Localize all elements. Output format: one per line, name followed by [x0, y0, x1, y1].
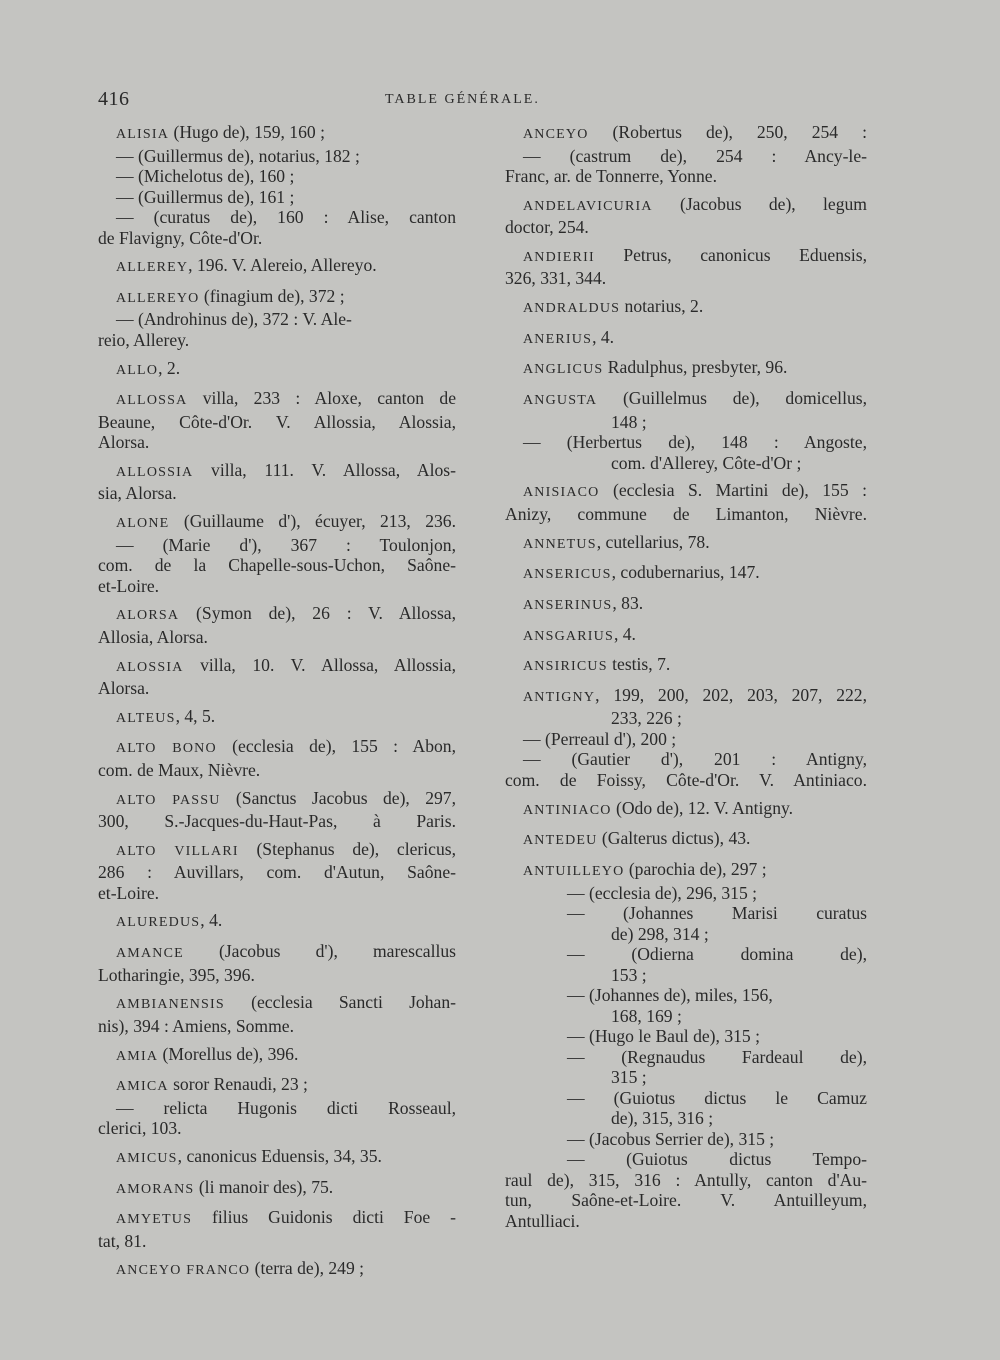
index-line: Franc, ar. de Tonnerre, Yonne.: [505, 166, 717, 186]
index-entry: [505, 624, 867, 648]
index-line: Alorsa.: [98, 432, 150, 453]
index-line: ANSERICUS, codubernarius, 147.: [523, 562, 760, 583]
index-headword: ALISIA: [116, 127, 170, 142]
index-entry: [98, 1177, 456, 1201]
index-line: ALONE (Guillaume d'), écuyer, 213, 236.: [116, 511, 456, 532]
index-line: ANDRALDUS notarius, 2.: [523, 296, 704, 317]
index-entry: [505, 562, 867, 586]
index-entry: [505, 296, 867, 320]
index-line: — (Herbertus de), 148 : Angoste,: [523, 432, 867, 453]
index-line: — (castrum de), 254 : Ancy-le-: [523, 145, 867, 166]
index-entry: [98, 358, 456, 382]
index-line: clerici, 103.: [98, 1118, 182, 1139]
index-line: com. de la Chapelle-sous-Uchon, Saône-: [98, 555, 456, 576]
index-line: doctor, 254.: [505, 217, 589, 238]
index-entry: [505, 245, 867, 289]
index-headword: ANTEDEU: [523, 833, 598, 849]
index-entry: [98, 839, 456, 904]
index-line: ANDELAVICURIA (Jacobus de), legum: [523, 193, 867, 214]
index-line: ANTINIACO (Odo de), 12. V. Antigny.: [523, 797, 794, 818]
index-line: ALLOSSA villa, 233 : Aloxe, canton de: [116, 388, 456, 409]
index-line: AMICUS, canonicus Eduensis, 34, 35.: [116, 1145, 382, 1166]
index-entry: [505, 593, 867, 617]
index-headword: ANGLICUS: [523, 362, 604, 378]
index-line: ANSERINUS, 83.: [523, 592, 644, 613]
index-headword: ANDRALDUS: [523, 301, 621, 317]
index-headword: ANDELAVICURIA: [523, 198, 653, 214]
index-headword: AMYETUS: [116, 1212, 193, 1228]
index-line: AMYETUS filius Guidonis dicti Foe -: [116, 1207, 456, 1228]
index-entry: [98, 1146, 456, 1170]
index-headword: ANSERINUS: [523, 597, 613, 613]
index-line: ALLEREYO (finagium de), 372 ;: [116, 285, 345, 306]
index-headword: ALTO BONO: [116, 741, 217, 757]
index-entry: [98, 788, 456, 832]
index-entry: [98, 910, 456, 934]
index-line: — (Guillermus de), 161 ;: [116, 186, 295, 207]
index-line: — (Androhinus de), 372 : V. Ale-: [116, 309, 352, 330]
index-line: et-Loire.: [98, 882, 160, 903]
index-headword: ALLEREY: [116, 260, 189, 276]
running-title: TABLE GÉNÉRALE.: [385, 92, 540, 107]
index-line: 168, 169 ;: [611, 1005, 682, 1026]
index-line: ALISIA (Hugo de), 159, 160 ;: [116, 122, 325, 142]
index-headword: ANCEYO: [523, 127, 589, 142]
index-line: nis), 394 : Amiens, Somme.: [98, 1015, 294, 1036]
index-line: — (Guiotus dictus Tempo-: [567, 1149, 867, 1169]
index-line: ANTUILLEYO (parochia de), 297 ;: [523, 859, 767, 879]
index-line: 326, 331, 344.: [505, 268, 607, 289]
index-entry: [98, 511, 456, 596]
index-line: 286 : Auvillars, com. d'Autun, Saône-: [98, 862, 456, 883]
index-headword: ALTEUS: [116, 710, 176, 726]
index-line: reio, Allerey.: [98, 329, 190, 350]
index-line: de), 315, 316 ;: [611, 1108, 714, 1128]
index-line: — (Jacobus Serrier de), 315 ;: [567, 1128, 775, 1149]
index-headword: ANTUILLEYO: [523, 864, 625, 879]
index-line: ALTO BONO (ecclesia de), 155 : Abon,: [116, 736, 456, 757]
index-line: ANTEDEU (Galterus dictus), 43.: [523, 828, 751, 849]
index-line: — (Odierna domina de),: [567, 944, 867, 964]
index-headword: AMBIANENSIS: [116, 997, 225, 1013]
index-headword: ALUREDUS: [116, 915, 201, 931]
index-line: tun, Saône-et-Loire. V. Antuilleyum,: [505, 1190, 867, 1210]
index-headword: ANGUSTA: [523, 393, 598, 409]
index-entry: [98, 736, 456, 780]
index-headword: ANSGARIUS: [523, 628, 614, 644]
index-entry: [505, 798, 867, 822]
index-headword: ANSERICUS: [523, 567, 612, 583]
index-line: Alorsa.: [98, 678, 150, 698]
index-entry: [505, 685, 867, 791]
index-line: AMORANS (li manoir des), 75.: [116, 1176, 334, 1197]
index-line: ANGUSTA (Guillelmus de), domicellus,: [523, 388, 867, 409]
index-line: — relicta Hugonis dicti Rosseaul,: [116, 1097, 456, 1118]
index-line: — (Regnaudus Fardeaul de),: [567, 1046, 867, 1067]
index-headword: ANDIERII: [523, 249, 595, 265]
index-entry: [98, 255, 456, 279]
index-line: com. d'Allerey, Côte-d'Or ;: [611, 452, 802, 473]
index-headword: ALTO PASSU: [116, 792, 221, 808]
index-column-left: [98, 122, 456, 1282]
index-headword: ANNETUS: [523, 536, 597, 552]
index-line: Allosia, Alorsa.: [98, 626, 208, 647]
index-line: de Flavigny, Côte-d'Or.: [98, 227, 263, 248]
index-line: Beaune, Côte-d'Or. V. Allossia, Alossia,: [98, 411, 456, 432]
index-line: ANSIRICUS testis, 7.: [523, 654, 671, 675]
index-entry: [505, 859, 867, 1231]
index-headword: ANTINIACO: [523, 802, 612, 818]
index-line: — (Michelotus de), 160 ;: [116, 166, 295, 186]
index-line: — (Perreaul d'), 200 ;: [523, 728, 677, 749]
index-entry: [98, 1207, 456, 1251]
index-headword: ALLOSSIA: [116, 464, 194, 480]
index-line: ALTEUS, 4, 5.: [116, 705, 216, 726]
index-headword: AMICUS: [116, 1150, 178, 1166]
index-line: 148 ;: [611, 411, 647, 432]
index-line: et-Loire.: [98, 575, 160, 596]
index-line: 300, S.-Jacques-du-Haut-Pas, à Paris.: [98, 811, 456, 832]
index-line: Anizy, commune de Limanton, Nièvre.: [505, 503, 867, 524]
index-headword: AMORANS: [116, 1181, 195, 1197]
index-line: ALLO, 2.: [116, 357, 181, 378]
index-line: — (Hugo le Baul de), 315 ;: [567, 1026, 761, 1046]
index-entry: [98, 992, 456, 1036]
index-line: ANGLICUS Radulphus, presbyter, 96.: [523, 357, 788, 378]
index-entry: [98, 941, 456, 985]
index-line: AMANCE (Jacobus d'), marescallus: [116, 941, 456, 962]
index-entry: [98, 1074, 456, 1139]
index-line: 315 ;: [611, 1067, 647, 1087]
index-headword: ANTIGNY: [523, 689, 596, 705]
index-line: Lotharingie, 395, 396.: [98, 964, 255, 985]
index-line: ANTIGNY, 199, 200, 202, 203, 207, 222,: [523, 684, 867, 705]
index-entry: [505, 828, 867, 852]
index-headword: ALONE: [116, 516, 170, 532]
index-headword: ANISIACO: [523, 485, 600, 501]
index-line: Antulliaci.: [505, 1210, 580, 1231]
index-line: — (curatus de), 160 : Alise, canton: [116, 207, 456, 227]
index-entry: [505, 357, 867, 381]
index-line: — (Gautier d'), 201 : Antigny,: [523, 749, 867, 770]
index-line: — (Johannes de), miles, 156,: [567, 985, 773, 1005]
index-entry: [505, 194, 867, 238]
index-line: ALUREDUS, 4.: [116, 910, 223, 931]
index-line: ALLEREY, 196. V. Alereio, Allereyo.: [116, 255, 377, 276]
index-entry: [98, 286, 456, 351]
index-line: sia, Alorsa.: [98, 483, 177, 504]
index-entry: [98, 706, 456, 730]
index-headword: AMICA: [116, 1079, 169, 1095]
index-line: AMICA soror Renaudi, 23 ;: [116, 1074, 308, 1095]
index-line: ANISIACO (ecclesia S. Martini de), 155 :: [523, 480, 867, 501]
index-headword: ALTO VILLARI: [116, 843, 239, 859]
index-line: 233, 226 ;: [611, 708, 682, 729]
index-headword: ANSIRICUS: [523, 659, 608, 675]
index-line: ANSGARIUS, 4.: [523, 623, 636, 644]
index-entry: [505, 327, 867, 351]
index-line: ANCEYO (Robertus de), 250, 254 :: [523, 122, 867, 142]
index-line: — (Guiotus dictus le Camuz: [567, 1087, 867, 1108]
index-line: de) 298, 314 ;: [611, 923, 709, 944]
index-headword: ALORSA: [116, 608, 180, 624]
index-line: raul de), 315, 316 : Antully, canton d'Au-: [505, 1169, 867, 1190]
index-line: ANCEYO FRANCO (terra de), 249 ;: [116, 1258, 365, 1279]
index-entry: [98, 1258, 456, 1282]
index-entry: [98, 388, 456, 453]
index-entry: [505, 122, 867, 187]
index-line: tat, 81.: [98, 1230, 147, 1251]
index-line: ALOSSIA villa, 10. V. Allossa, Allossia,: [116, 654, 456, 675]
index-line: — (Johannes Marisi curatus: [567, 903, 867, 923]
index-line: AMBIANENSIS (ecclesia Sancti Johan-: [116, 992, 456, 1013]
index-line: com. de Maux, Nièvre.: [98, 759, 261, 780]
index-entry: [505, 654, 867, 678]
index-line: ALORSA (Symon de), 26 : V. Allossa,: [116, 603, 456, 624]
index-headword: ALLO: [116, 362, 159, 378]
index-line: com. de Foissy, Côte-d'Or. V. Antiniaco.: [505, 769, 867, 790]
index-headword: AMANCE: [116, 946, 184, 962]
index-headword: ANERIUS: [523, 331, 593, 347]
page-number: 416: [98, 88, 130, 110]
index-entry: [98, 1044, 456, 1068]
index-entry: [98, 655, 456, 699]
index-line: ALTO VILLARI (Stephanus de), clericus,: [116, 838, 456, 859]
index-headword: ALLEREYO: [116, 290, 200, 306]
index-line: ANERIUS, 4.: [523, 326, 615, 347]
index-line: — (Guillermus de), notarius, 182 ;: [116, 145, 360, 166]
index-headword: ALOSSIA: [116, 659, 184, 675]
index-headword: AMIA: [116, 1048, 159, 1064]
index-line: — (ecclesia de), 296, 315 ;: [567, 882, 758, 903]
index-entry: [505, 532, 867, 556]
index-line: ANDIERII Petrus, canonicus Eduensis,: [523, 244, 867, 265]
index-line: ALTO PASSU (Sanctus Jacobus de), 297,: [116, 787, 456, 808]
index-line: ALLOSSIA villa, 111. V. Allossa, Alos-: [116, 459, 456, 480]
index-headword: ANCEYO FRANCO: [116, 1263, 251, 1279]
index-column-right: [505, 122, 867, 1231]
index-entry: [98, 460, 456, 504]
index-line: ANNETUS, cutellarius, 78.: [523, 531, 710, 552]
index-line: — (Marie d'), 367 : Toulonjon,: [116, 534, 456, 555]
index-line: AMIA (Morellus de), 396.: [116, 1043, 299, 1064]
index-headword: ALLOSSA: [116, 393, 188, 409]
index-entry: [98, 603, 456, 647]
index-entry: [505, 388, 867, 473]
index-line: 153 ;: [611, 964, 647, 985]
index-entry: [505, 480, 867, 524]
index-entry: [98, 122, 456, 248]
